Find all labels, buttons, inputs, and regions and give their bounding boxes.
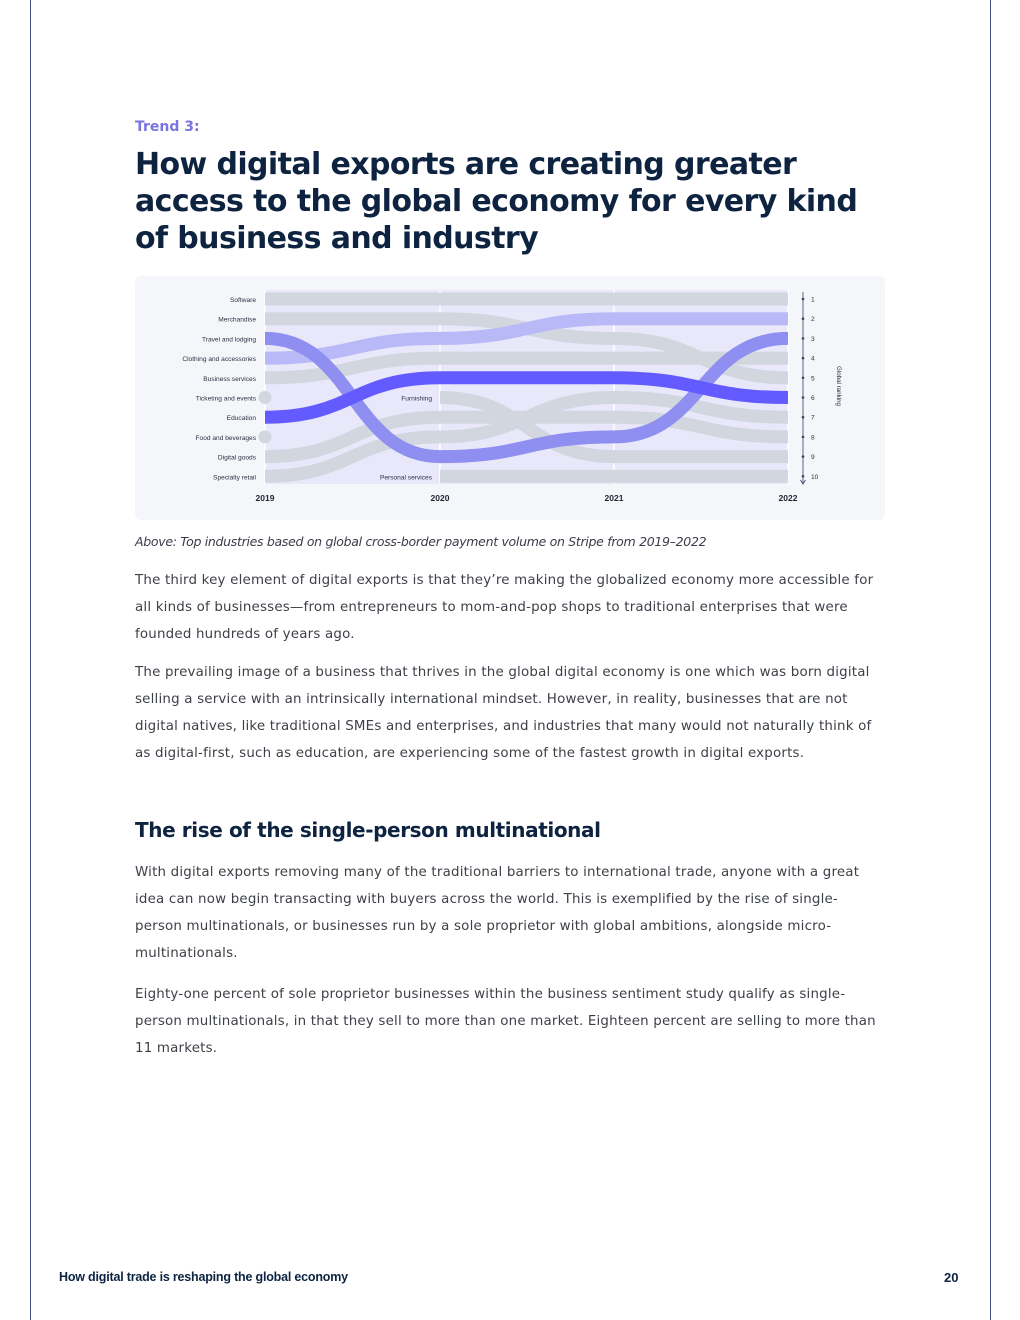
section-subheading: The rise of the single-person multinational [135,818,601,842]
row-label-ticketing-and-events: Ticketing and events [195,395,256,403]
rank-axis-label: Global ranking [835,366,842,406]
row-label-business-services: Business services [203,375,256,383]
rank-number-6: 6 [811,395,815,402]
series-stub-ticketing-and-events [259,391,272,404]
page-title: How digital exports are creating greater access to the global economy for every kind of business and industry [135,147,858,256]
body-paragraph-2: The prevailing image of a business that thrives in the global digital economy is one which was born digital selling a service with an intrinsically international mindset. However, in reality, businesses that are not digital natives, like traditional SMEs and enterprises, and industries that many would not naturally think of as digital-first, such as education, are experiencing some of the fastest growth in digital exports. [135,665,872,761]
row-label-travel-and-lodging: Travel and lodging [201,336,256,344]
rank-tick-3 [802,337,805,340]
rank-tick-2 [802,317,805,320]
rank-number-10: 10 [811,473,819,481]
page-border-right [990,0,991,1320]
body-paragraph-4: Eighty-one percent of sole proprietor businesses within the business sentiment study qualify as single-person multinationals, in that they sell to more than one market. Eighteen percent are selling to more than 11 markets. [135,987,876,1056]
body-paragraph-1: The third key element of digital exports is that they’re making the globalized economy more accessible for all kinds of businesses—from entrepreneurs to mom-and-pop shops to traditional enterprises that were founded hundreds of years ago. [135,573,874,642]
row-label-digital-goods: Digital goods [217,454,256,462]
inline-label-furnishing: Furnishing [401,395,432,403]
rank-tick-5 [802,377,805,380]
year-label-2020: 2020 [430,493,450,503]
rank-number-3: 3 [811,335,815,343]
row-label-merchandise: Merchandise [218,316,256,324]
year-label-2022: 2022 [778,493,798,503]
row-label-clothing-and-accessories: Clothing and accessories [182,356,256,364]
rank-number-1: 1 [811,296,815,304]
ranking-chart [135,276,885,520]
row-label-software: Software [229,297,256,304]
inline-label-personal-services: Personal services [379,474,432,482]
rank-tick-9 [802,455,805,458]
chart-caption: Above: Top industries based on global cross-border payment volume on Stripe from 2019–2022 [135,534,707,549]
rank-tick-6 [802,396,805,399]
rank-number-8: 8 [811,434,815,442]
rank-tick-4 [802,357,805,360]
footer-page-number: 20 [944,1270,959,1285]
rank-number-9: 9 [811,454,815,462]
rank-number-2: 2 [811,316,815,324]
rank-number-4: 4 [811,355,815,363]
rank-number-7: 7 [811,414,815,422]
year-label-2021: 2021 [604,493,624,503]
year-label-2019: 2019 [255,493,275,503]
bump-chart-svg [135,276,885,520]
row-label-education: Education [226,415,256,423]
page-border-left [30,0,31,1320]
body-paragraph-3: With digital exports removing many of the traditional barriers to international trade, anyone with a great idea can now begin transacting with buyers across the world. This is exemplified by the rise of single-person multinationals, or businesses run by a sole proprietor with global ambitions, alongside micro-multinationals. [135,865,860,961]
row-label-food-and-beverages: Food and beverages [195,434,256,442]
rank-tick-1 [802,298,805,301]
rank-number-5: 5 [811,375,815,383]
section-eyebrow: Trend 3: [135,119,200,135]
footer-document-title: How digital trade is reshaping the global economy [59,1270,348,1284]
series-stub-food-and-beverages [259,430,272,443]
rank-tick-7 [802,416,805,419]
rank-tick-8 [802,436,805,439]
rank-tick-10 [802,475,805,478]
row-label-specialty-retail: Specialty retail [213,474,256,482]
